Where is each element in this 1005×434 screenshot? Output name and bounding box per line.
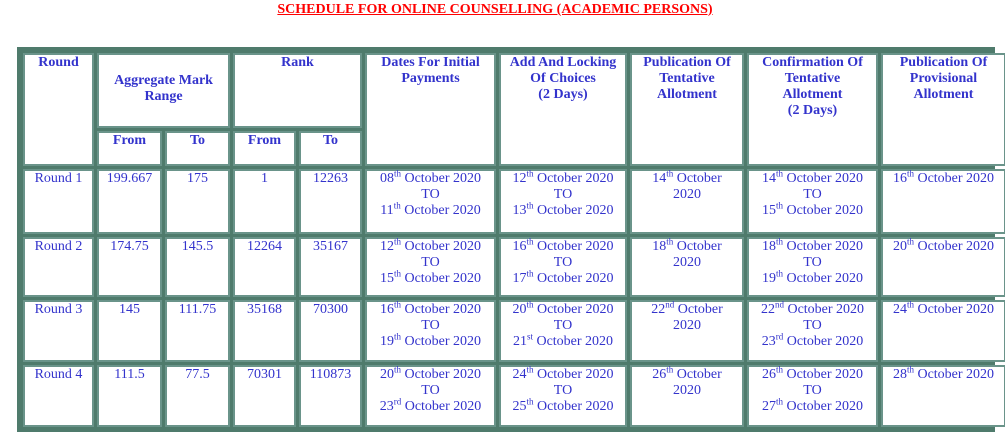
- header-mark-to: To: [165, 131, 230, 166]
- tentative-month: October: [676, 239, 722, 254]
- provisional-ordinal: th: [906, 299, 914, 310]
- confirm_end-day: 15: [761, 203, 776, 218]
- confirmation-dates-cell-to: TO: [803, 383, 822, 398]
- confirmation-dates-cell: [747, 300, 878, 362]
- payment-dates-cell: [365, 365, 496, 427]
- confirmation-dates-cell-to: TO: [803, 187, 822, 202]
- pay_start-date: [369, 236, 492, 255]
- confirmation-dates-cell-to: TO: [803, 255, 822, 270]
- tentative-date-cell: [630, 300, 744, 362]
- pay_start-day: 20: [379, 367, 394, 382]
- tentative-year: 2020: [673, 187, 701, 202]
- provisional-day: 28: [892, 367, 907, 382]
- tentative-date: [634, 364, 740, 383]
- payment-dates-cell-to: TO: [421, 318, 440, 333]
- choice_start-day: 24: [512, 367, 527, 382]
- schedule-table-frame: [17, 47, 995, 432]
- rank-from-cell: 70301: [233, 365, 296, 427]
- confirmation-dates-cell: [747, 237, 878, 297]
- confirm_end-month: October 2020: [786, 203, 864, 218]
- header-tentative-line-2: Tentative: [659, 71, 715, 86]
- round-cell: Round 3: [23, 300, 94, 362]
- confirm_end-date: [751, 396, 874, 415]
- choice_end-month: October 2020: [536, 271, 614, 286]
- tentative-date: [634, 168, 740, 187]
- provisional-day: 20: [892, 239, 907, 254]
- choice_start-month: October 2020: [536, 367, 614, 382]
- tentative-date-cell: [630, 237, 744, 297]
- tentative-day: 18: [652, 239, 667, 254]
- tentative-day: 22: [651, 302, 666, 317]
- mark-to-cell: 175: [165, 169, 230, 234]
- choice_end-date: [503, 331, 623, 350]
- confirm_start-date: [751, 168, 874, 187]
- choice_start-date: [503, 299, 623, 318]
- rank-from-cell: 35168: [233, 300, 296, 362]
- choice_start-ordinal: th: [526, 299, 534, 310]
- header-confirmation-line-1: Confirmation Of: [762, 55, 863, 70]
- header-choices-line-3: (2 Days): [538, 87, 588, 102]
- confirmation-dates-cell-to: TO: [803, 318, 822, 333]
- pay_start-ordinal: th: [393, 236, 401, 247]
- tentative-month: October: [676, 171, 722, 186]
- choice_start-month: October 2020: [536, 171, 614, 186]
- confirm_end-day: 23: [761, 334, 776, 349]
- choice_start-day: 16: [512, 239, 527, 254]
- provisional-month: October 2020: [917, 239, 995, 254]
- confirm_end-ordinal: th: [775, 200, 783, 211]
- rank-to-cell: 110873: [299, 365, 362, 427]
- mark-from-cell: 145: [97, 300, 162, 362]
- mark-to-cell: 111.75: [165, 300, 230, 362]
- choice_start-date: [503, 168, 623, 187]
- choice_end-month: October 2020: [536, 203, 614, 218]
- confirm_start-month: October 2020: [786, 239, 864, 254]
- confirm_start-month: October 2020: [787, 302, 865, 317]
- choice_start-month: October 2020: [536, 302, 614, 317]
- mark-from-cell: 199.667: [97, 169, 162, 234]
- confirm_end-date: [751, 331, 874, 350]
- provisional-ordinal: th: [906, 364, 914, 375]
- payment-dates-cell: [365, 300, 496, 362]
- pay_end-day: 11: [380, 203, 394, 218]
- payment-dates-cell: [365, 237, 496, 297]
- pay_start-date: [369, 364, 492, 383]
- pay_start-day: 12: [379, 239, 394, 254]
- header-provisional-line-2: Provisional: [909, 71, 978, 86]
- choice-dates-cell: [499, 300, 627, 362]
- payment-dates-cell-to: TO: [421, 383, 440, 398]
- choice_end-month: October 2020: [536, 399, 614, 414]
- provisional-ordinal: th: [906, 236, 914, 247]
- provisional-day: 24: [892, 302, 907, 317]
- provisional-date-cell: [881, 169, 1005, 234]
- confirm_end-ordinal: rd: [775, 331, 784, 342]
- confirm_start-day: 14: [761, 171, 776, 186]
- schedule-table: [20, 50, 1005, 430]
- choice_end-ordinal: st: [526, 331, 533, 342]
- pay_end-month: October 2020: [404, 334, 482, 349]
- confirm_end-month: October 2020: [786, 399, 864, 414]
- rank-to-cell: 35167: [299, 237, 362, 297]
- confirm_end-ordinal: th: [775, 396, 783, 407]
- rank-to-cell: 70300: [299, 300, 362, 362]
- pay_end-date: [369, 396, 492, 415]
- choice_end-date: [503, 396, 623, 415]
- confirm_end-day: 19: [761, 271, 776, 286]
- confirm_end-day: 27: [761, 399, 776, 414]
- choice_start-date: [503, 236, 623, 255]
- header-provisional-allotment: [881, 53, 1005, 166]
- choice-dates-cell-to: TO: [553, 255, 573, 270]
- choice_start-date: [503, 364, 623, 383]
- header-choices-line-1: Add And Locking: [509, 55, 617, 70]
- pay_end-date: [369, 200, 492, 219]
- tentative-date-cell: [630, 365, 744, 427]
- pay_start-ordinal: th: [393, 168, 401, 179]
- choice_start-day: 20: [512, 302, 527, 317]
- round-cell: Round 1: [23, 169, 94, 234]
- header-rank-from: From: [233, 131, 296, 166]
- pay_start-ordinal: th: [393, 364, 401, 375]
- choice_end-date: [503, 268, 623, 287]
- round-cell: Round 4: [23, 365, 94, 427]
- confirm_start-ordinal: nd: [774, 299, 784, 310]
- header-aggregate-line-1: Aggregate Mark: [114, 73, 213, 88]
- header-confirmation-line-4: (2 Days): [787, 103, 838, 118]
- header-tentative-allotment: [630, 53, 744, 166]
- confirmation-dates-cell: [747, 169, 878, 234]
- schedule-row: [23, 365, 1005, 427]
- confirm_end-month: October 2020: [786, 334, 864, 349]
- header-aggregate-mark-range: [97, 53, 230, 128]
- mark-to-cell: 77.5: [165, 365, 230, 427]
- mark-from-cell: 174.75: [97, 237, 162, 297]
- pay_end-month: October 2020: [404, 203, 481, 218]
- choice_end-month: October 2020: [536, 334, 614, 349]
- pay_end-date: [369, 331, 492, 350]
- confirm_end-month: October 2020: [786, 271, 864, 286]
- choice_start-ordinal: th: [526, 168, 534, 179]
- tentative-year: 2020: [673, 383, 701, 398]
- confirm_start-day: 22: [760, 302, 775, 317]
- choice_end-ordinal: th: [526, 268, 534, 279]
- tentative-year: 2020: [673, 255, 701, 270]
- header-aggregate-line-2: Range: [144, 89, 183, 104]
- pay_start-date: [369, 168, 492, 187]
- pay_start-month: October 2020: [404, 302, 482, 317]
- tentative-year: 2020: [673, 318, 701, 333]
- confirm_start-ordinal: th: [775, 168, 783, 179]
- pay_end-ordinal: rd: [393, 396, 402, 407]
- payment-dates-cell-to: TO: [421, 187, 440, 202]
- choice_end-day: 21: [512, 334, 527, 349]
- header-add-locking-choices: [499, 53, 627, 166]
- tentative-day: 26: [652, 367, 667, 382]
- pay_start-date: [369, 299, 492, 318]
- confirm_end-date: [751, 268, 874, 287]
- provisional-date: [885, 299, 1002, 318]
- header-choices-line-2: Of Choices: [530, 71, 596, 86]
- pay_end-day: 19: [379, 334, 394, 349]
- mark-to-cell: 145.5: [165, 237, 230, 297]
- rank-to-cell: 12263: [299, 169, 362, 234]
- provisional-month: October 2020: [917, 171, 995, 186]
- tentative-date: [634, 236, 740, 255]
- choice-dates-cell-to: TO: [553, 383, 573, 398]
- pay_end-day: 15: [379, 271, 394, 286]
- confirm_start-month: October 2020: [786, 171, 864, 186]
- header-provisional-line-3: Allotment: [913, 87, 974, 102]
- header-round: Round: [23, 53, 94, 166]
- header-mark-from: From: [97, 131, 162, 166]
- pay_end-ordinal: th: [393, 268, 401, 279]
- choice-dates-cell: [499, 365, 627, 427]
- confirmation-dates-cell: [747, 365, 878, 427]
- schedule-row: [23, 169, 1005, 234]
- header-rank-to: To: [299, 131, 362, 166]
- tentative-ordinal: th: [666, 236, 674, 247]
- payment-dates-cell-to: TO: [421, 255, 440, 270]
- choice_end-ordinal: th: [526, 200, 534, 211]
- header-confirmation-allotment: [747, 53, 878, 166]
- confirm_start-date: [751, 236, 874, 255]
- pay_start-day: 08: [379, 171, 394, 186]
- confirm_start-date: [751, 364, 874, 383]
- pay_start-month: October 2020: [404, 239, 482, 254]
- confirm_start-day: 26: [761, 367, 776, 382]
- confirm_start-date: [751, 299, 874, 318]
- provisional-ordinal: th: [906, 168, 914, 179]
- provisional-date-cell: [881, 300, 1005, 362]
- header-confirmation-line-3: Allotment: [782, 87, 843, 102]
- choice_start-ordinal: th: [526, 236, 534, 247]
- confirm_start-ordinal: th: [775, 236, 783, 247]
- provisional-date: [885, 236, 1002, 255]
- provisional-month: October 2020: [917, 302, 995, 317]
- header-initial-payments: [365, 53, 496, 166]
- choice_end-date: [503, 200, 623, 219]
- header-payments-line-2: Payments: [401, 71, 460, 86]
- pay_end-date: [369, 268, 492, 287]
- choice_end-day: 25: [512, 399, 527, 414]
- provisional-date-cell: [881, 237, 1005, 297]
- provisional-month: October 2020: [917, 367, 995, 382]
- provisional-date: [885, 168, 1002, 187]
- choice-dates-cell-to: TO: [553, 318, 573, 333]
- rank-from-cell: 12264: [233, 237, 296, 297]
- round-cell: Round 2: [23, 237, 94, 297]
- tentative-ordinal: th: [666, 168, 674, 179]
- rank-from-cell: 1: [233, 169, 296, 234]
- choice_start-ordinal: th: [526, 364, 534, 375]
- pay_start-ordinal: th: [393, 299, 401, 310]
- pay_start-month: October 2020: [404, 367, 482, 382]
- provisional-date-cell: [881, 365, 1005, 427]
- choice_start-day: 12: [512, 171, 527, 186]
- provisional-day: 16: [892, 171, 907, 186]
- page-title: SCHEDULE FOR ONLINE COUNSELLING (ACADEMIC PERSONS): [277, 2, 713, 17]
- confirm_end-date: [751, 200, 874, 219]
- pay_end-month: October 2020: [404, 399, 482, 414]
- provisional-date: [885, 364, 1002, 383]
- pay_end-ordinal: th: [393, 200, 401, 211]
- choice-dates-cell: [499, 169, 627, 234]
- choice_end-day: 17: [512, 271, 527, 286]
- pay_end-month: October 2020: [404, 271, 482, 286]
- tentative-date-cell: [630, 169, 744, 234]
- choice-dates-cell-to: TO: [553, 187, 573, 202]
- pay_start-month: October 2020: [404, 171, 482, 186]
- choice_end-ordinal: th: [526, 396, 534, 407]
- pay_end-day: 23: [379, 399, 394, 414]
- confirm_start-day: 18: [761, 239, 776, 254]
- header-provisional-line-1: Publication Of: [899, 55, 988, 70]
- tentative-month: October: [676, 367, 722, 382]
- payment-dates-cell: [365, 169, 496, 234]
- header-rank: Rank: [233, 53, 362, 128]
- choice-dates-cell: [499, 237, 627, 297]
- confirm_start-ordinal: th: [775, 364, 783, 375]
- header-tentative-line-3: Allotment: [657, 87, 717, 102]
- tentative-month: October: [677, 302, 723, 317]
- confirm_start-month: October 2020: [786, 367, 864, 382]
- schedule-row: [23, 237, 1005, 297]
- pay_start-day: 16: [379, 302, 394, 317]
- header-payments-line-1: Dates For Initial: [381, 55, 480, 70]
- tentative-day: 14: [652, 171, 667, 186]
- schedule-row: [23, 300, 1005, 362]
- choice_end-day: 13: [512, 203, 527, 218]
- mark-from-cell: 111.5: [97, 365, 162, 427]
- choice_start-month: October 2020: [536, 239, 614, 254]
- header-tentative-line-1: Publication Of: [643, 55, 731, 70]
- tentative-ordinal: th: [666, 364, 674, 375]
- header-confirmation-line-2: Tentative: [784, 71, 841, 86]
- tentative-date: [634, 299, 740, 318]
- tentative-ordinal: nd: [665, 299, 675, 310]
- confirm_end-ordinal: th: [775, 268, 783, 279]
- pay_end-ordinal: th: [393, 331, 401, 342]
